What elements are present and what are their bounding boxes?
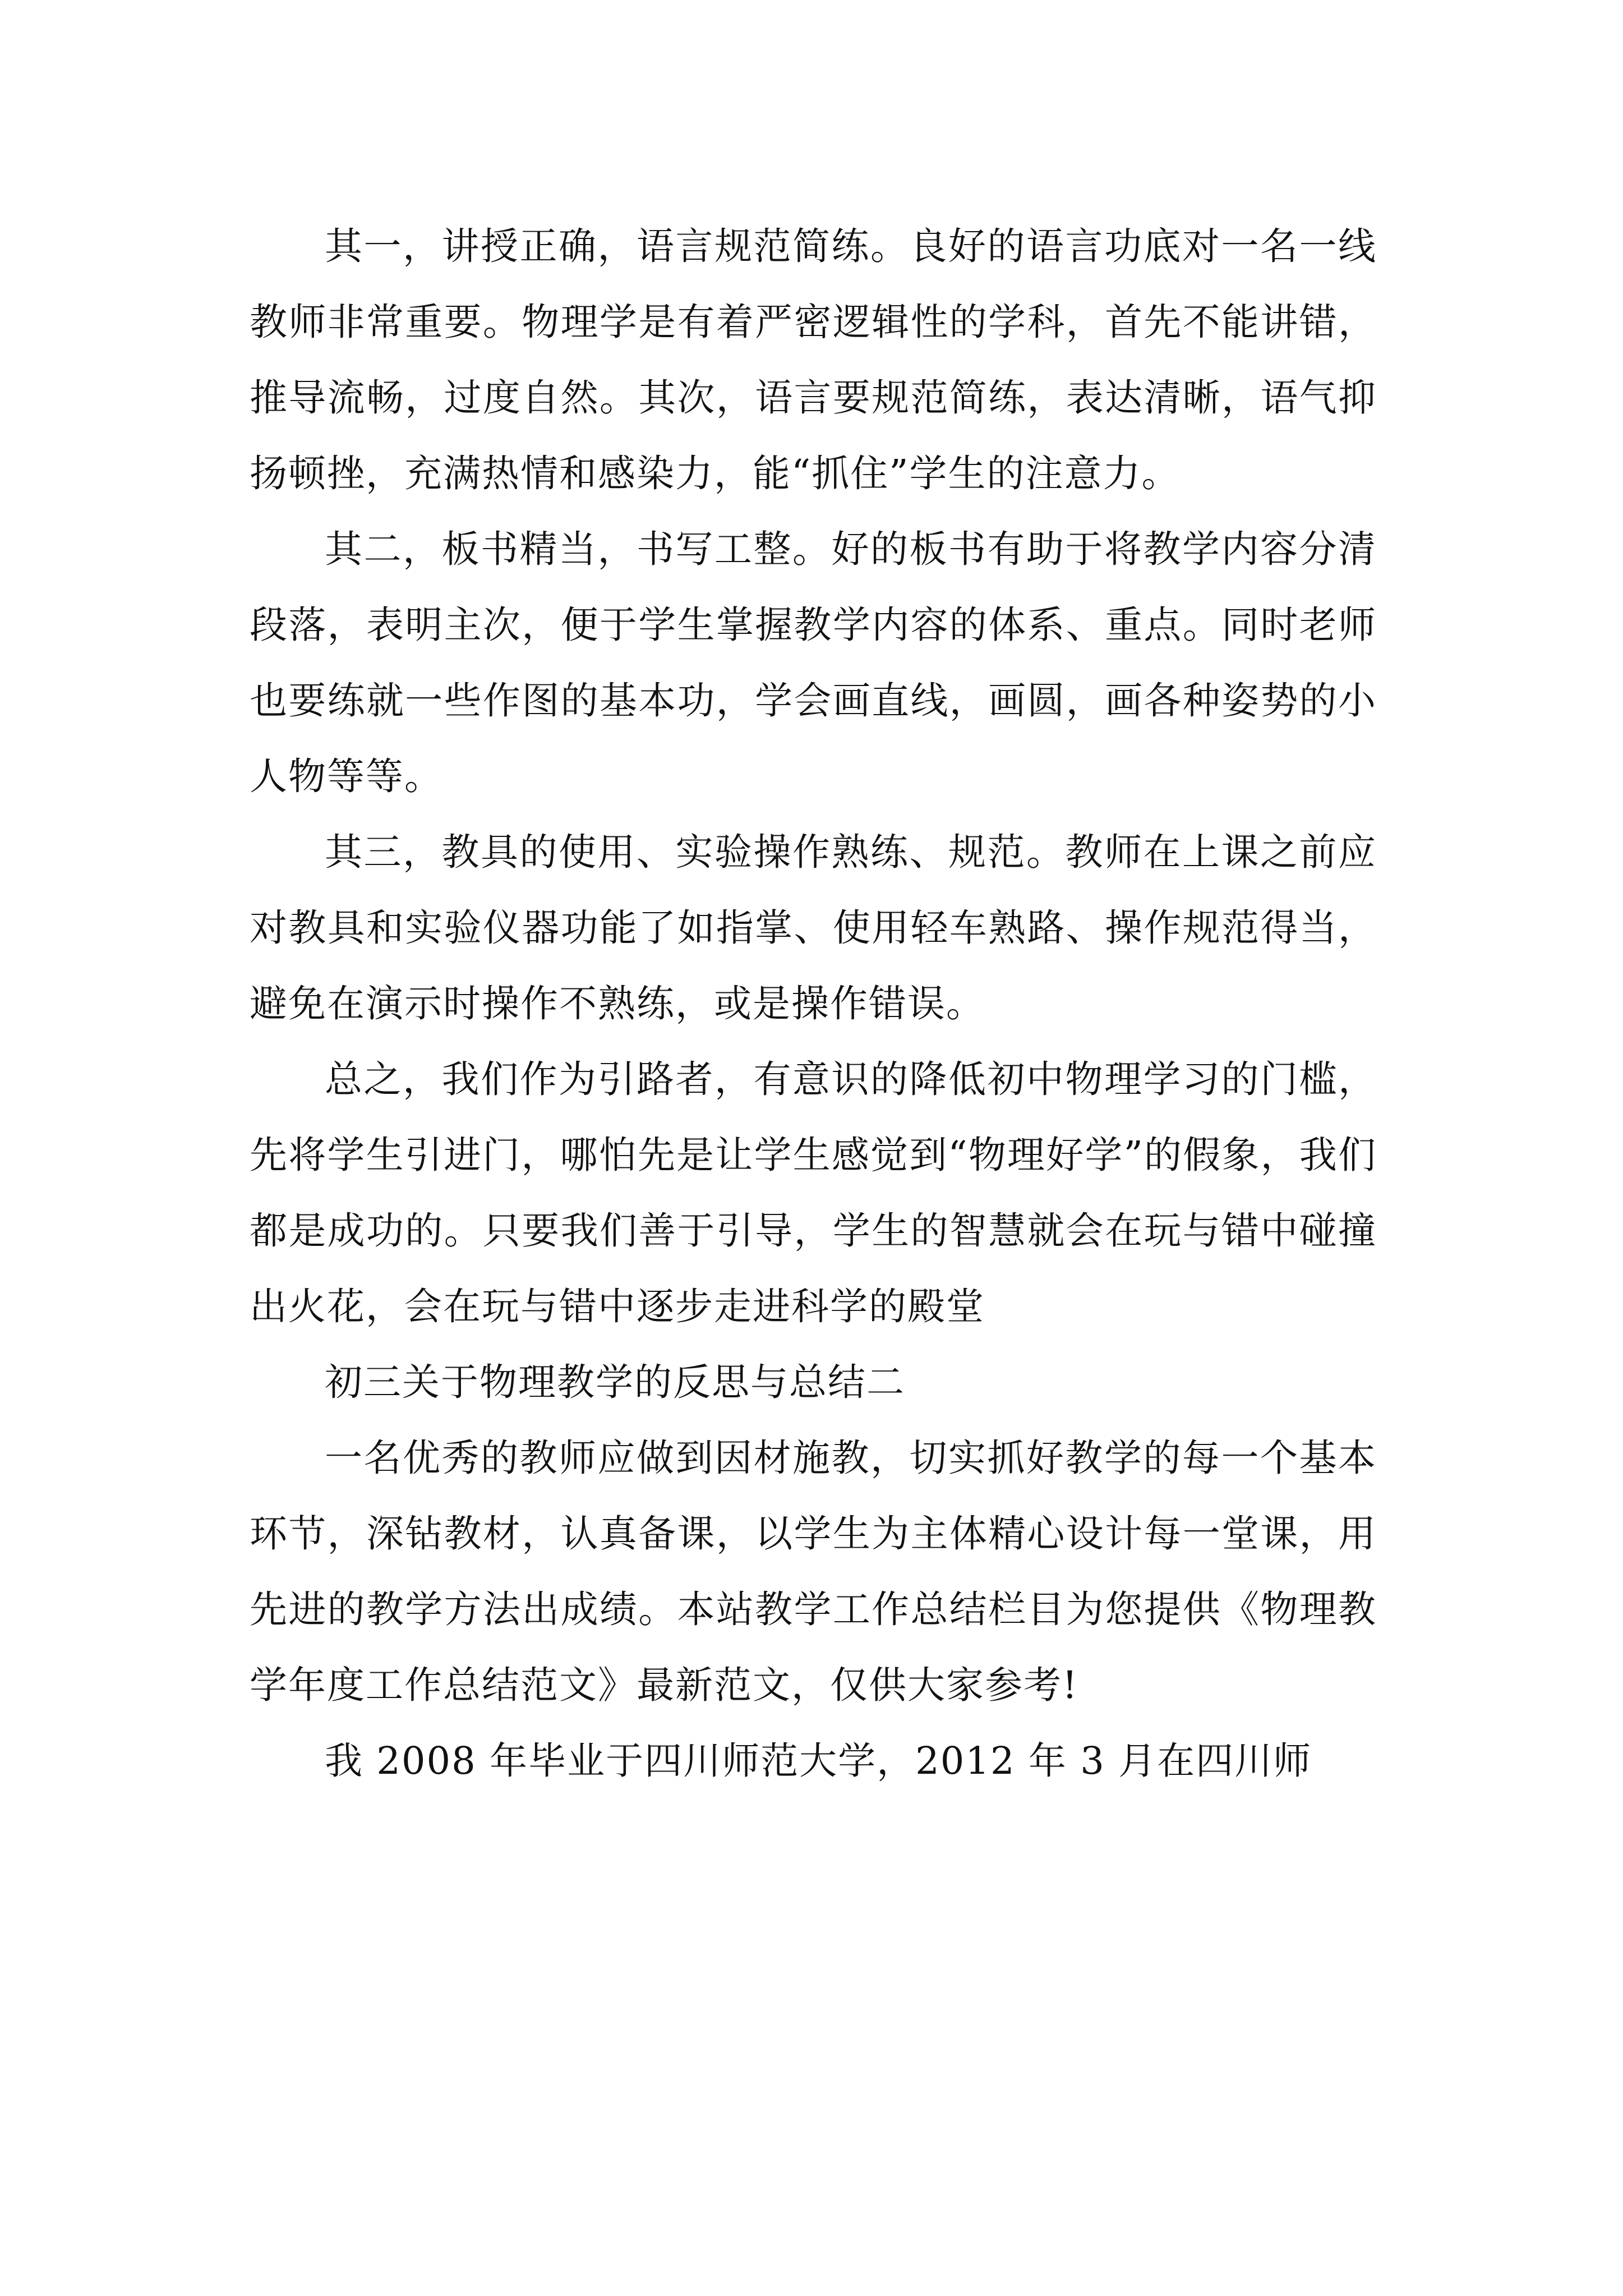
paragraph-2: 其二，板书精当，书写工整。好的板书有助于将教学内容分清段落，表明主次，便于学生掌握教学内容的体系、重点。同时老师也要练就一些作图的基本功，学会画直线，画圆，画各种姿势的小人物等等。 xyxy=(250,527,1377,798)
paragraph-4: 总之，我们作为引路者，有意识的降低初中物理学习的门槛，先将学生引进门，哪怕先是让学生感觉到“物理好学”的假象，我们都是成功的。只要我们善于引导，学生的智慧就会在玩与错中碰撞出火花，会在玩与错中逐步走进科学的殿堂 xyxy=(250,1057,1377,1328)
paragraph-1: 其一，讲授正确，语言规范简练。良好的语言功底对一名一线教师非常重要。物理学是有着严密逻辑性的学科，首先不能讲错，推导流畅，过度自然。其次，语言要规范简练，表达清晰，语气抑扬顿挫，充满热情和感染力，能“抓住”学生的注意力。 xyxy=(250,224,1377,495)
paragraph-3: 其三，教具的使用、实验操作熟练、规范。教师在上课之前应对教具和实验仪器功能了如指掌、使用轻车熟路、操作规范得当，避免在演示时操作不熟练，或是操作错误。 xyxy=(250,830,1377,1025)
paragraph-6: 我 2008 年毕业于四川师范大学，2012 年 3 月在四川师 xyxy=(325,1739,1312,1783)
section-heading: 初三关于物理教学的反思与总结二 xyxy=(325,1360,905,1404)
paragraph-5: 一名优秀的教师应做到因材施教，切实抓好教学的每一个基本环节，深钻教材，认真备课，以学生为主体精心设计每一堂课，用先进的教学方法出成绩。本站教学工作总结栏目为您提供《物理教学年度工作总结范文》最新范文，仅供大家参考! xyxy=(250,1436,1377,1707)
document-body xyxy=(250,209,1377,1799)
